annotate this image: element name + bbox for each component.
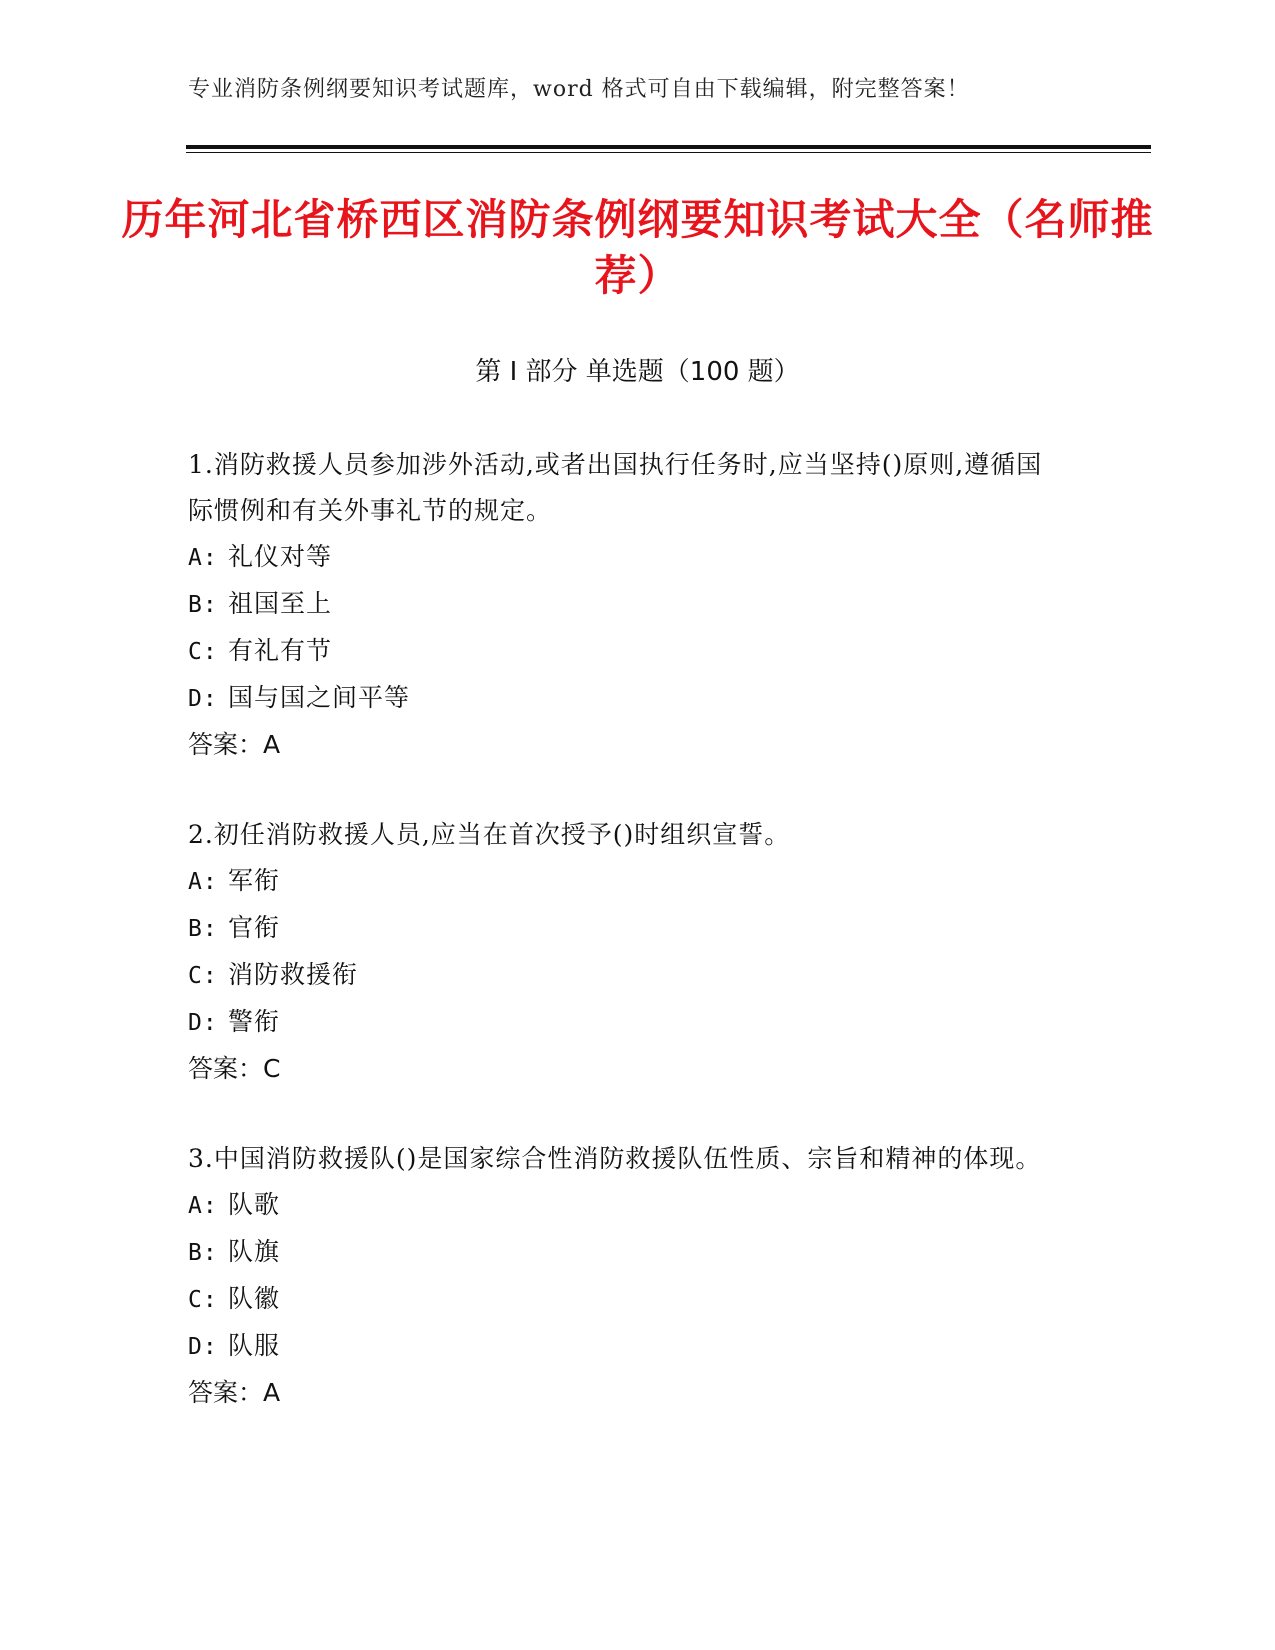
option-b [188, 905, 1068, 952]
option-text: 消防救援衔 [228, 960, 359, 989]
option-text: 祖国至上 [228, 589, 333, 618]
option-text: 警衔 [228, 1007, 281, 1036]
answer: 答案：A [188, 1378, 281, 1407]
option-key: D: [188, 1010, 218, 1036]
option-b [188, 581, 1068, 628]
option-d [188, 1323, 1068, 1370]
question-3 [188, 1136, 1068, 1416]
option-key: C: [188, 1287, 218, 1313]
document-title: 历年河北省桥西区消防条例纲要知识考试大全（名师推荐） [121, 195, 1154, 300]
option-key: B: [188, 916, 218, 942]
option-key: C: [188, 639, 218, 665]
option-text: 队徽 [228, 1284, 281, 1313]
option-text: 礼仪对等 [228, 542, 333, 571]
option-c [188, 1276, 1068, 1323]
option-key: D: [188, 686, 218, 712]
header-divider-thin [186, 152, 1151, 153]
option-a [188, 858, 1068, 905]
answer: 答案：A [188, 730, 281, 759]
option-key: B: [188, 592, 218, 618]
header-divider-thick [186, 145, 1151, 149]
option-d [188, 675, 1068, 722]
option-d [188, 999, 1068, 1046]
option-text: 国与国之间平等 [228, 683, 411, 712]
header-note: 专业消防条例纲要知识考试题库，word 格式可自由下载编辑，附完整答案！ [188, 77, 970, 102]
option-key: D: [188, 1334, 218, 1360]
option-c [188, 952, 1068, 999]
answer: 答案：C [188, 1054, 281, 1083]
option-a [188, 534, 1068, 581]
option-key: A: [188, 869, 218, 895]
question-1 [188, 442, 1068, 768]
question-2 [188, 812, 1068, 1092]
option-key: C: [188, 963, 218, 989]
section-title: 第 I 部分 单选题（100 题） [475, 357, 800, 387]
option-a [188, 1182, 1068, 1229]
question-stem: 3.中国消防救援队()是国家综合性消防救援队伍性质、宗旨和精神的体现。 [188, 1144, 1042, 1173]
option-text: 军衔 [228, 866, 281, 895]
option-text: 官衔 [228, 913, 281, 942]
option-key: A: [188, 1193, 218, 1219]
question-list [188, 442, 1068, 1460]
option-key: B: [188, 1240, 218, 1266]
option-text: 队歌 [228, 1190, 281, 1219]
option-text: 队服 [228, 1331, 281, 1360]
option-text: 有礼有节 [228, 636, 333, 665]
option-key: A: [188, 545, 218, 571]
option-text: 队旗 [228, 1237, 281, 1266]
question-stem: 2.初任消防救援人员,应当在首次授予()时组织宣誓。 [188, 820, 791, 849]
option-c [188, 628, 1068, 675]
option-b [188, 1229, 1068, 1276]
question-stem: 1.消防救援人员参加涉外活动,或者出国执行任务时,应当坚持()原则,遵循国际惯例和有关外事礼节的规定。 [188, 450, 1043, 525]
